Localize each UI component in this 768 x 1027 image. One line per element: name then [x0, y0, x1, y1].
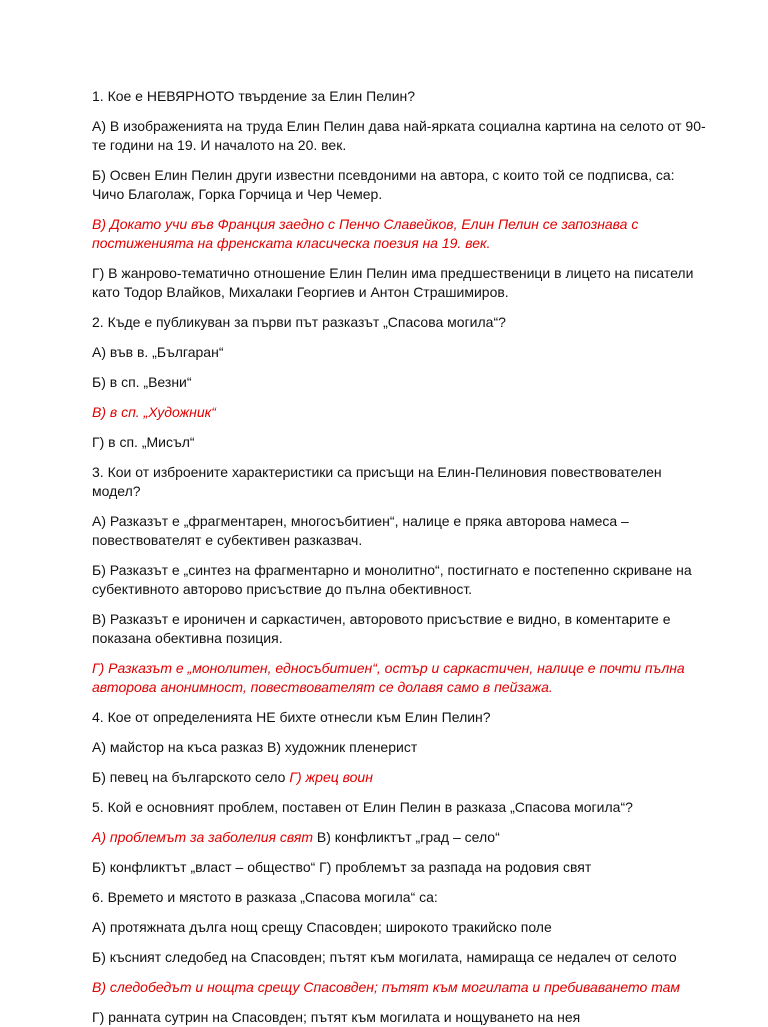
q5-title: 5. Кой е основният проблем, поставен от Елин Пелин в разказа „Спасова могила“?: [92, 799, 633, 815]
q4-options-b-g: [92, 768, 708, 787]
q4-title: 4. Кое от определенията НЕ бихте отнесли към Елин Пелин?: [92, 709, 491, 725]
q4-option-b: Б) певец на българското село: [92, 769, 290, 785]
q5-option-a-answer: А) проблемът за заболелия свят: [92, 829, 314, 845]
q1-option-v-answer: В) Докато учи във Франция заедно с Пенчо Славейков, Елин Пелин се запознава с постиженията на френската класическа поезия на 19. век.: [92, 216, 639, 251]
q6-option-b: Б) късният следобед на Спасовден; пътят към могилата, намираща се недалеч от селото: [92, 949, 677, 965]
q4-options-a-v: А) майстор на къса разказ В) художник пленерист: [92, 739, 418, 755]
q2-option-a: А) във в. „Българан“: [92, 344, 224, 360]
q2-option-v-answer: В) в сп. „Художник“: [92, 404, 216, 420]
q3-option-a: А) Разказът е „фрагментарен, многосъбитиен“, налице е пряка авторова намеса – повествователят е субективен разказвач.: [92, 513, 629, 548]
q3-title: 3. Кои от изброените характеристики са присъщи на Елин-Пелиновия повествователен модел?: [92, 464, 662, 499]
q6-option-a: А) протяжната дълга нощ срещу Спасовден; широкото тракийско поле: [92, 919, 552, 935]
q2-option-g: Г) в сп. „Мисъл“: [92, 434, 195, 450]
q3-option-v: В) Разказът е ироничен и саркастичен, авторовото присъствие е видно, в коментарите е показана обективна позиция.: [92, 611, 671, 646]
q5-options-b-g: Б) конфликтът „власт – общество“ Г) проблемът за разпада на родовия свят: [92, 859, 592, 875]
q3-option-g-answer: Г) Разказът е „монолитен, едносъбитиен“, остър и саркастичен, налице е почти пълна авторова анонимност, повествователят се долавя само в пейзажа.: [92, 660, 685, 695]
q1-option-a: А) В изображенията на труда Елин Пелин дава най-ярката социална картина на селото от 90-те години на 19. И началото на 20. век.: [92, 118, 706, 153]
q2-title: 2. Къде е публикуван за първи път разказът „Спасова могила“?: [92, 314, 506, 330]
q6-option-v-answer: В) следобедът и нощта срещу Спасовден; пътят към могилата и пребиваването там: [92, 979, 681, 995]
q3-option-b: Б) Разказът е „синтез на фрагментарно и монолитно“, постигнато е постепенно скриване на субективното авторово присъствие до пълна обективност.: [92, 562, 692, 597]
q1-option-g: Г) В жанрово-тематично отношение Елин Пелин има предшественици в лицето на писатели като Тодор Влайков, Михалаки Георгиев и Антон Страшимиров.: [92, 265, 694, 300]
q4-option-g-answer: Г) жрец воин: [289, 769, 373, 785]
q1-option-b: Б) Освен Елин Пелин други известни псевдоними на автора, с които той се подписва, са: Чичо Благолаж, Горка Горчица и Чер Чемер.: [92, 167, 675, 202]
q6-title: 6. Времето и мястото в разказа „Спасова могила“ са:: [92, 889, 438, 905]
q6-option-g: Г) ранната сутрин на Спасовден; пътят към могилата и нощуването на нея: [92, 1009, 581, 1025]
q5-option-v: В) конфликтът „град – село“: [313, 829, 500, 845]
q5-options-a-v: [92, 828, 708, 847]
q1-title: 1. Кое е НЕВЯРНОТО твърдение за Елин Пелин?: [92, 88, 416, 104]
q2-option-b: Б) в сп. „Везни“: [92, 374, 192, 390]
